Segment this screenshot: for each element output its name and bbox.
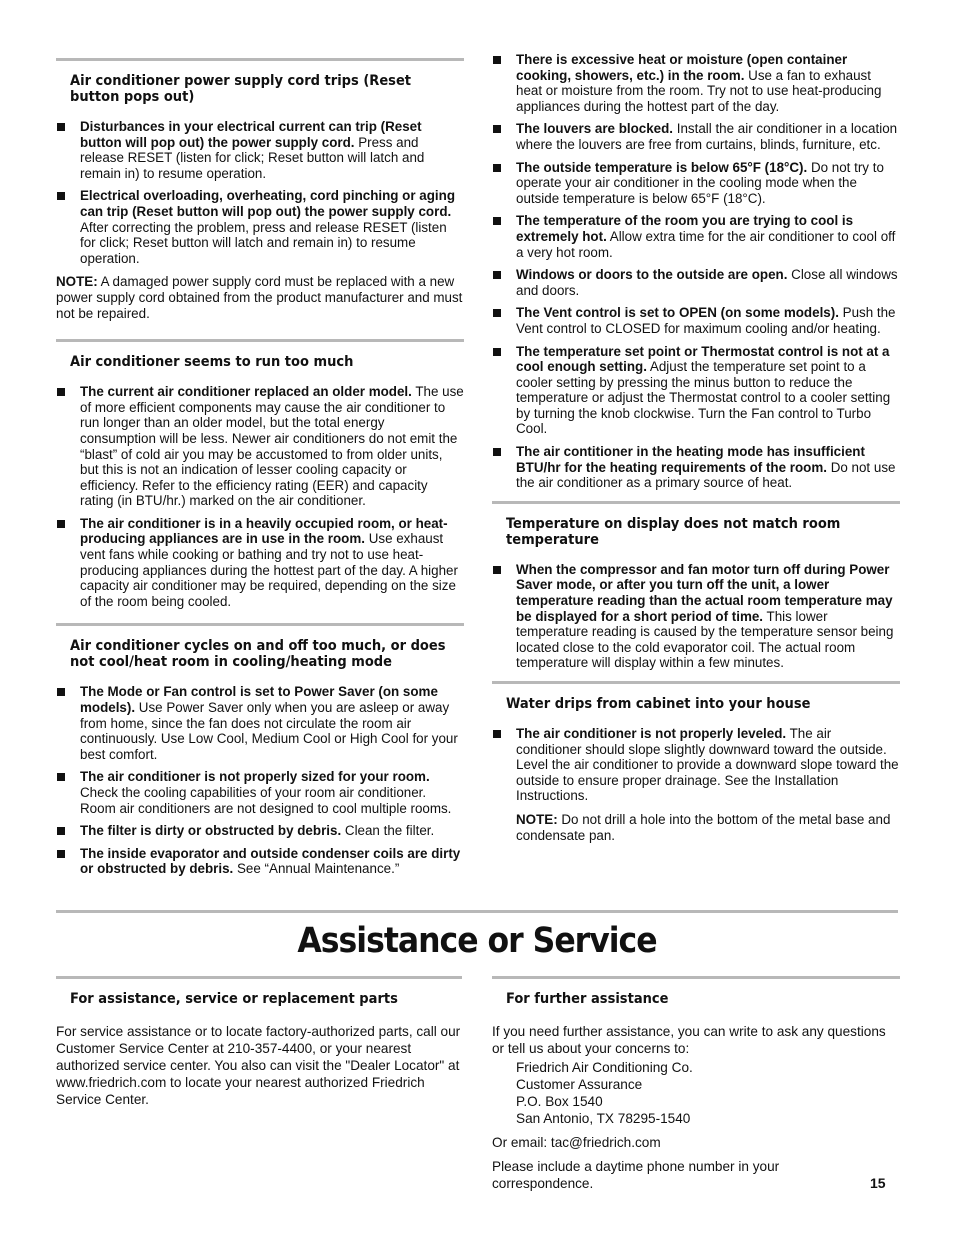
section-reset-trips (56, 58, 464, 321)
list-item: The temperature set point or Thermostat control is not at a cool enough setting. Adjust the temperature set point to a cooler setting by pressing the minus button to reduce the temperature or adjust the Thermostat control to a cooler setting by turning the knob clockwise. Turn the Fan control to Turbo Cool. (492, 344, 900, 438)
bullet-square-icon (493, 448, 501, 456)
list-item: The air contitioner in the heating mode has insufficient BTU/hr for the heating requirements of the room. Do not use the air conditioner as a primary source of heat. (492, 444, 900, 491)
section-runs-too-much (56, 339, 464, 609)
section-temperature-display (492, 501, 900, 671)
bullet-square-icon (493, 125, 501, 133)
section-heading: For further assistance (506, 991, 669, 1007)
bullet-square-icon (57, 827, 65, 835)
section-heading: Air conditioner seems to run too much (70, 354, 354, 371)
bullet-square-icon (57, 773, 65, 781)
list-item: The louvers are blocked. Install the air conditioner in a location where the louvers are free from curtains, blinds, furniture, etc. (492, 121, 900, 152)
bullet-square-icon (493, 348, 501, 356)
bullet-square-icon (57, 388, 65, 396)
note: NOTE: A damaged power supply cord must be replaced with a new power supply cord obtained from the product manufacturer and must not be repaired. (56, 274, 463, 321)
address-line: P.O. Box 1540 (516, 1094, 603, 1109)
left-column (56, 58, 464, 887)
email-line: Or email: tac@friedrich.com (492, 1135, 661, 1150)
address-line: Customer Assurance (516, 1077, 643, 1092)
bullet-square-icon (493, 56, 501, 64)
list-item: There is excessive heat or moisture (open container cooking, showers, etc.) in the room. Use a fan to exhaust heat or moisture from the room. Try not to use heat-producing appliances during the hottest part of the day. (492, 52, 900, 114)
list-item: The temperature of the room you are trying to cool is extremely hot. Allow extra time for the air conditioner to cool off a very hot room. (492, 213, 900, 260)
right-column (492, 52, 900, 853)
section-heading: Air conditioner power supply cord trips (Reset button pops out) (70, 73, 412, 105)
bullet-square-icon (493, 730, 501, 738)
assistance-parts-section (56, 976, 462, 1108)
section-cycles-on-off (56, 623, 464, 877)
list-item: The current air conditioner replaced an older model. The use of more efficient components may cause the air conditioner to run longer than an older model, but the total energy consumption will be less. Newer air conditioners do not emit the “blast” of cold air you may be accustomed to from older units, but this is not an indication of lesser cooling capacity or efficiency. Refer to the efficiency rating (EER) and capacity rating (in BTU/hr.) marked on the air conditioner. (56, 384, 464, 509)
list-item: The air conditioner is in a heavily occupied room, or heat-producing appliances are in use in the room. Use exhaust vent fans while cooking or bathing and try not to use heat-producing appliances during the hottest part of the day. A higher capacity air conditioner may be required, depending on the size of the room being cooled. (56, 516, 464, 610)
bullet-square-icon (493, 217, 501, 225)
bullet-square-icon (493, 164, 501, 172)
section-heading: Temperature on display does not match room temperature (506, 515, 841, 548)
page-title: Assistance or Service (297, 921, 657, 961)
mailing-address (492, 1059, 900, 1127)
bullet-square-icon (493, 309, 501, 317)
list-item: The inside evaporator and outside condenser coils are dirty or obstructed by debris. See “Annual Maintenance.” (56, 846, 464, 877)
list-item: The Vent control is set to OPEN (on some models). Push the Vent control to CLOSED for maximum cooling and/or heating. (492, 305, 900, 336)
bullet-square-icon (493, 566, 501, 574)
list-item: The outside temperature is below 65°F (18°C). Do not try to operate your air conditioner in the cooling mode when the outside temperature is below 65°F (18°C). (492, 160, 900, 207)
bullet-square-icon (493, 271, 501, 279)
address-line: Friedrich Air Conditioning Co. (516, 1060, 693, 1075)
bullet-square-icon (57, 688, 65, 696)
list-item: The air conditioner is not properly sized for your room. Check the cooling capabilities of your room air conditioner. Room air conditioners are not designed to cool multiple rooms. (56, 769, 464, 816)
page-number: 15 (870, 1175, 886, 1191)
section-heading: Air conditioner cycles on and off too much, or does not cool/heat room in cooling/heating mode (70, 638, 446, 671)
list-item: The filter is dirty or obstructed by debris. Clean the filter. (56, 823, 464, 839)
list-item: Electrical overloading, overheating, cord pinching or aging can trip (Reset button will pop out) the power supply cord. After correcting the problem, press and release RESET (listen for click; Reset button will latch and remain in) to resume operation. (56, 188, 464, 266)
list-item: Disturbances in your electrical current can trip (Reset button will pop out) the power supply cord. Press and release RESET (listen for click; Reset button will latch and remain in) to resume operation. (56, 119, 464, 181)
address-line: San Antonio, TX 78295-1540 (516, 1111, 691, 1126)
further-assistance-section (492, 976, 900, 1192)
divider (56, 910, 898, 913)
closing-text: Please include a daytime phone number in your correspondence. (492, 1159, 780, 1191)
note: NOTE: Do not drill a hole into the bottom of the metal base and condensate pan. (516, 811, 891, 843)
list-item: The Mode or Fan control is set to Power Saver (on some models). Use Power Saver only when you are asleep or away from home, since the fan does not circulate the room air continuously. Use Low Cool, Medium Cool or High Cool for your best comfort. (56, 684, 464, 762)
body-text: If you need further assistance, you can write to ask any questions or tell us about your concerns to: (492, 1024, 886, 1056)
bullet-square-icon (57, 850, 65, 858)
bullet-square-icon (57, 520, 65, 528)
bullet-square-icon (57, 192, 65, 200)
section-water-drips (492, 681, 900, 843)
list-item: The air conditioner is not properly leveled. The air conditioner should slope slightly downward toward the outside. Level the air conditioner to provide a downward slope toward the outside to ensure proper drainage. See the Installation Instructions. (492, 726, 900, 804)
section-heading: Water drips from cabinet into your house (506, 696, 811, 712)
list-item: When the compressor and fan motor turn off during Power Saver mode, or after you turn off the unit, a lower temperature reading than the actual room temperature may be displayed for a short period of time. This lower temperature reading is caused by the temperature sensor being located close to the cold evaporator coil. The actual room temperature will display within a few minutes. (492, 562, 900, 671)
section-heading: For assistance, service or replacement parts (70, 991, 398, 1007)
list-item: Windows or doors to the outside are open. Close all windows and doors. (492, 267, 900, 298)
bullet-square-icon (57, 123, 65, 131)
body-text: For service assistance or to locate factory-authorized parts, call our Customer Service Center at 210-357-4400, or your nearest authorized service center. You also can visit the "Dealer Locator" at www.friedrich.com to locate your nearest authorized Friedrich Service Center. (56, 1024, 461, 1107)
